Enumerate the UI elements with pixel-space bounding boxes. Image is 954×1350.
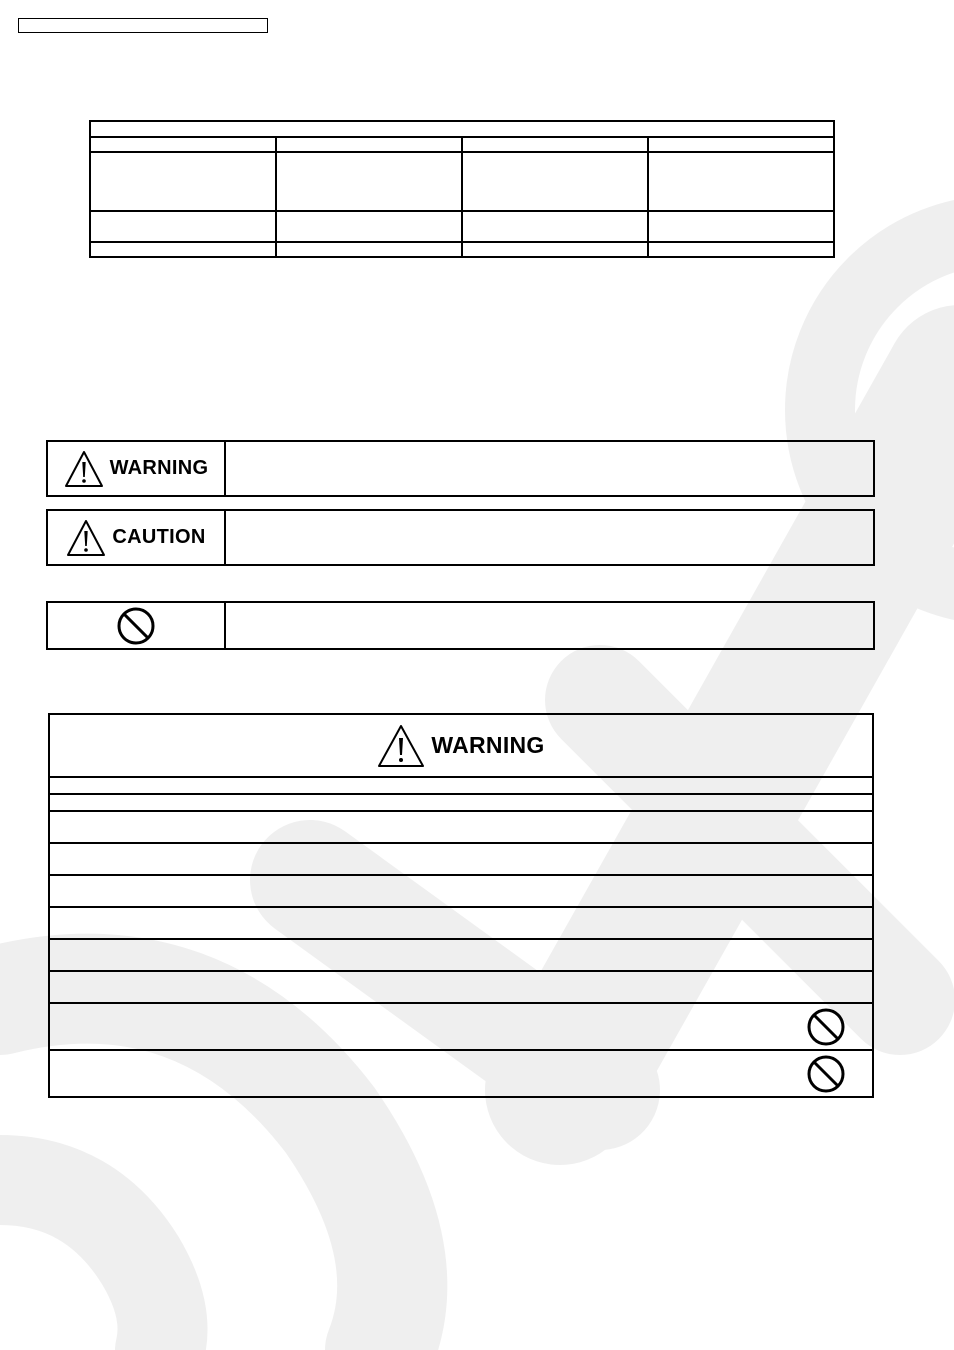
legend-prohibition-box [46,601,875,650]
spec-table-cell [90,152,276,211]
spec-table-header-row [90,137,834,152]
spec-table-cell [90,137,276,152]
warning-table-row [50,844,872,876]
spec-table-row [90,242,834,257]
spec-table [89,120,835,258]
legend-warning-symbol-cell [48,442,226,495]
warning-table-row [50,940,872,972]
warning-table-row [50,812,872,844]
caution-sign-label: CAUTION [112,526,206,548]
warning-sign [64,450,209,488]
warning-table-row [50,778,872,795]
spec-table-cell [648,137,834,152]
spec-table-cell [648,242,834,257]
caution-triangle-icon [66,519,106,557]
warning-triangle-icon [377,724,425,768]
spec-table-cell [648,211,834,242]
warning-table-row [50,795,872,812]
warning-triangle-icon [64,450,104,488]
spec-table-cell [462,242,648,257]
spec-table-cell [276,242,462,257]
legend-prohibition-symbol-cell [48,603,226,648]
spec-table-cell [462,137,648,152]
warning-sign-label: WARNING [109,457,209,479]
warning-table-row [50,1051,872,1098]
spec-table-caption-cell [90,121,834,137]
legend-warning-box [46,440,875,497]
spec-table-caption-row [90,121,834,137]
spec-table-cell [648,152,834,211]
prohibition-icon [116,606,156,646]
spec-table-cell [276,211,462,242]
legend-caution-description [226,511,873,564]
caution-sign [66,519,205,557]
prohibition-icon [806,1007,846,1047]
spec-table-cell [462,211,648,242]
legend-caution-box [46,509,875,566]
warning-table [48,713,874,1098]
spec-table-row [90,211,834,242]
warning-table-row [50,972,872,1004]
header-frame [18,18,268,33]
spec-table-cell [276,137,462,152]
prohibition-icon [806,1054,846,1094]
spec-table-row [90,152,834,211]
spec-table-cell [90,211,276,242]
spec-table-cell [276,152,462,211]
warning-heading-sign [377,724,544,768]
warning-table-row [50,1004,872,1051]
legend-caution-symbol-cell [48,511,226,564]
warning-table-row [50,908,872,940]
warning-table-title: WARNING [431,732,545,758]
spec-table-cell [462,152,648,211]
warning-table-heading [50,715,872,778]
warning-table-row [50,876,872,908]
legend-warning-description [226,442,873,495]
spec-table-cell [90,242,276,257]
legend-prohibition-description [226,603,873,648]
